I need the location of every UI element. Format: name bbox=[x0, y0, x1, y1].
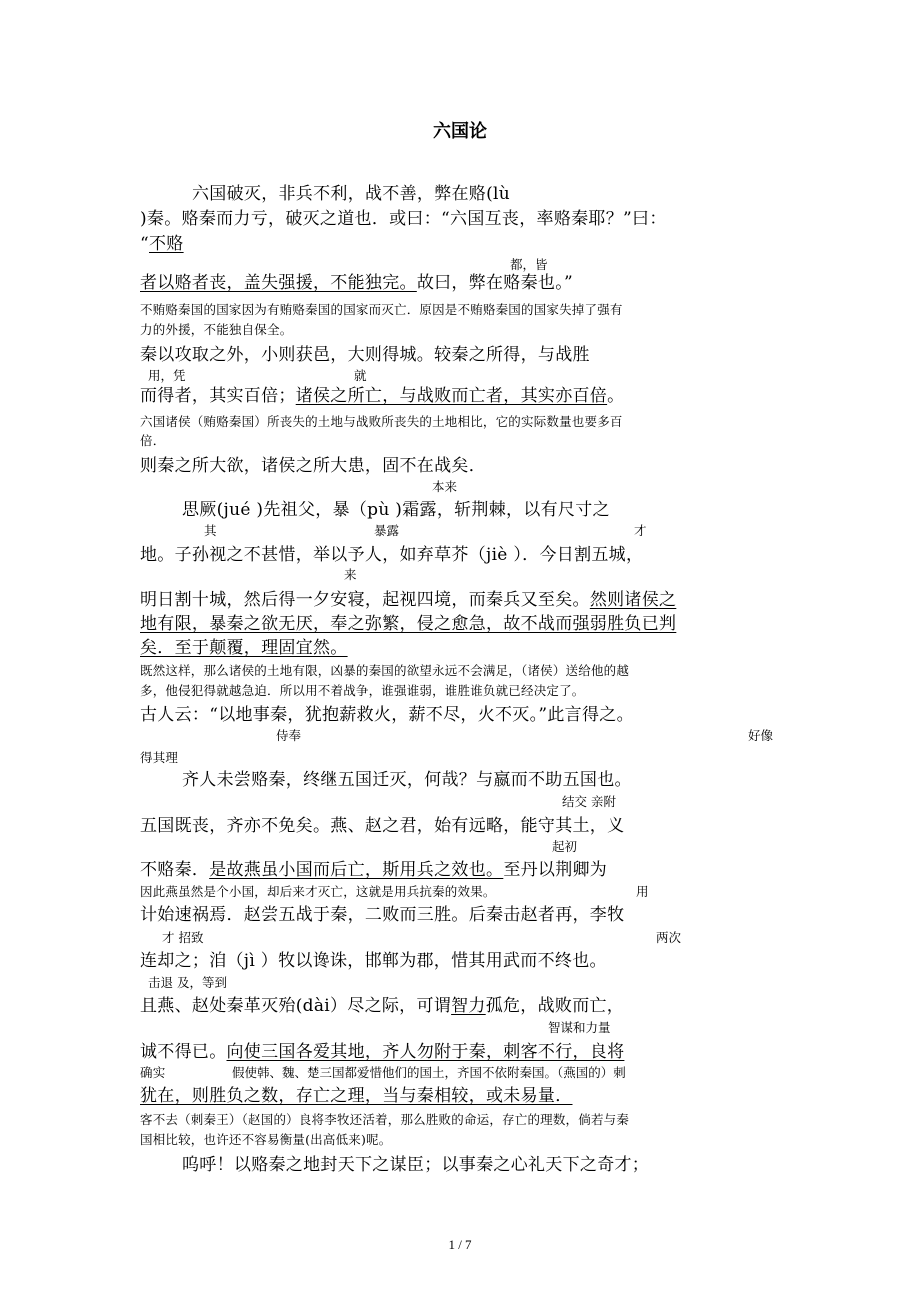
text-line: 计始速祸焉．赵尝五战于秦，二败而三胜。后秦击赵者再，李牧 bbox=[140, 905, 625, 925]
underlined-phrase: 者以赂者丧，盖失强援，不能独完。 bbox=[140, 273, 417, 293]
annotation: 用，凭 bbox=[148, 368, 186, 383]
annotation: 才 招致 bbox=[162, 930, 204, 945]
translation-line: 六国诸侯（贿赂秦国）所丧失的土地与战败所丧失的土地相比，它的实际数量也要多百 bbox=[140, 414, 623, 429]
translation-line: 国相比较，也许还不容易衡量(出高低来)呢。 bbox=[140, 1132, 392, 1147]
text-line: 则秦之所大欲，诸侯之所大患，固不在战矣． bbox=[140, 456, 486, 476]
annotation: 其 bbox=[204, 523, 217, 538]
text-line: 明日割十城，然后得一夕安寝，起视四境，而秦兵又至矣。然则诸侯之 bbox=[140, 590, 677, 610]
document-title: 六国论 bbox=[433, 121, 487, 142]
underlined-phrase: 然则诸侯之 bbox=[589, 590, 677, 610]
annotation: 来 bbox=[344, 567, 357, 582]
text-line: 古人云：“以地事秦，犹抱薪救火，薪不尽，火不灭。”此言得之。 bbox=[140, 705, 634, 725]
text-line: “不赂 bbox=[140, 234, 184, 254]
translation-line: 多，他侵犯得就越急迫．所以用不着战争，谁强谁弱，谁胜谁负就已经决定了。 bbox=[140, 683, 585, 698]
translation-line: 客不去（刺秦王）（赵国的）良将李牧还活着，那么胜败的命运，存亡的理数，倘若与秦 bbox=[140, 1112, 630, 1127]
annotation: 击退 及，等到 bbox=[148, 975, 227, 990]
translation-line: 因此燕虽然是个小国，却后来才灭亡，这就是用兵抗秦的效果。 bbox=[140, 884, 496, 899]
text-line: 地。子孙视之不甚惜，举以予人，如弃草芥（jiè ）．今日割五城， bbox=[140, 545, 644, 565]
annotation: 起初 bbox=[552, 839, 578, 854]
translation-line: 倍． bbox=[140, 433, 166, 448]
annotation: 侍奉 bbox=[276, 728, 302, 743]
underlined-phrase: 诸侯之所亡，与战败而亡者，其实亦百倍 bbox=[295, 386, 608, 406]
text-line: 而得者，其实百倍；诸侯之所亡，与战败而亡者，其实亦百倍。 bbox=[140, 386, 625, 406]
text-line: 五国既丧，齐亦不免矣。燕、赵之君，始有远略，能守其土，义 bbox=[140, 816, 625, 836]
text-line: 齐人未尝赂秦，终继五国迁灭，何哉？与嬴而不助五国也。 bbox=[182, 770, 632, 790]
underlined-phrase: 向使三国各爱其地，齐人勿附于秦，刺客不行，良将 bbox=[226, 1042, 625, 1062]
translation-line: 力的外援，不能独自保全。 bbox=[140, 322, 293, 337]
annotation: 用 bbox=[636, 884, 649, 899]
text-line: 且燕、赵处秦革灭殆(dài）尽之际，可谓智力孤危，战败而亡， bbox=[140, 996, 625, 1016]
underlined-phrase: 是故燕虽小国而后亡，斯用兵之效也。 bbox=[209, 860, 504, 880]
annotation: 就 bbox=[354, 368, 367, 383]
underlined-phrase: 智力 bbox=[451, 996, 486, 1016]
annotation: 结交 亲附 bbox=[562, 794, 616, 809]
annotation: 暴露 bbox=[374, 523, 400, 538]
text-line: )秦。赂秦而力亏，破灭之道也．或曰：“六国互丧，率赂秦耶？”曰： bbox=[140, 209, 667, 229]
text-line: 六国破灭，非兵不利，战不善，弊在赂(lù bbox=[192, 184, 511, 204]
annotation: 才 bbox=[634, 523, 647, 538]
text-line: 不赂秦．是故燕虽小国而后亡，斯用兵之效也。至丹以荆卿为 bbox=[140, 860, 608, 880]
page-number: 1 / 7 bbox=[448, 1237, 472, 1252]
annotation: 确实 bbox=[140, 1065, 166, 1080]
underlined-line: 犹在，则胜负之数，存亡之理，当与秦相较，或未易量． bbox=[140, 1086, 573, 1106]
underlined-line: 地有限，暴秦之欲无厌，奉之弥繁，侵之愈急，故不战而强弱胜负已判 bbox=[140, 614, 677, 634]
underlined-line: 矣．至于颠覆，理固宜然。 bbox=[140, 638, 348, 658]
annotation: 本来 bbox=[432, 479, 458, 494]
text-line: 思厥(jué )先祖父，暴（pù )霜露，斩荆棘，以有尺寸之 bbox=[182, 500, 610, 520]
text-line: 者以赂者丧，盖失强援，不能独完。故曰，弊在赂秦也。” bbox=[140, 273, 574, 293]
annotation: 两次 bbox=[656, 930, 682, 945]
text-line: 呜呼！以赂秦之地封天下之谋臣；以事秦之心礼天下之奇才； bbox=[182, 1155, 650, 1175]
text-line: 秦以攻取之外，小则获邑，大则得城。较秦之所得，与战胜 bbox=[140, 345, 590, 365]
annotation: 都，皆 bbox=[510, 257, 548, 272]
text-line: 连却之；洎（jì ）牧以谗诛，邯郸为郡，惜其用武而不终也。 bbox=[140, 951, 607, 971]
annotation: 得其理 bbox=[140, 750, 179, 765]
annotation: 智谋和力量 bbox=[548, 1020, 611, 1035]
translation-line: 不贿赂秦国的国家因为有贿赂秦国的国家而灭亡．原因是不贿赂秦国的国家失掉了强有 bbox=[140, 302, 623, 317]
underlined-phrase: 不赂 bbox=[149, 234, 184, 254]
translation-line: 假使韩、魏、楚三国都爱惜他们的国土，齐国不依附秦国。（燕国的）刺 bbox=[232, 1065, 626, 1080]
annotation: 好像 bbox=[748, 728, 774, 743]
translation-line: 既然这样，那么诸侯的土地有限，凶暴的秦国的欲望永远不会满足，（诸侯）送给他的越 bbox=[140, 663, 630, 678]
text-line: 诚不得已。向使三国各爱其地，齐人勿附于秦，刺客不行，良将 bbox=[140, 1042, 625, 1062]
